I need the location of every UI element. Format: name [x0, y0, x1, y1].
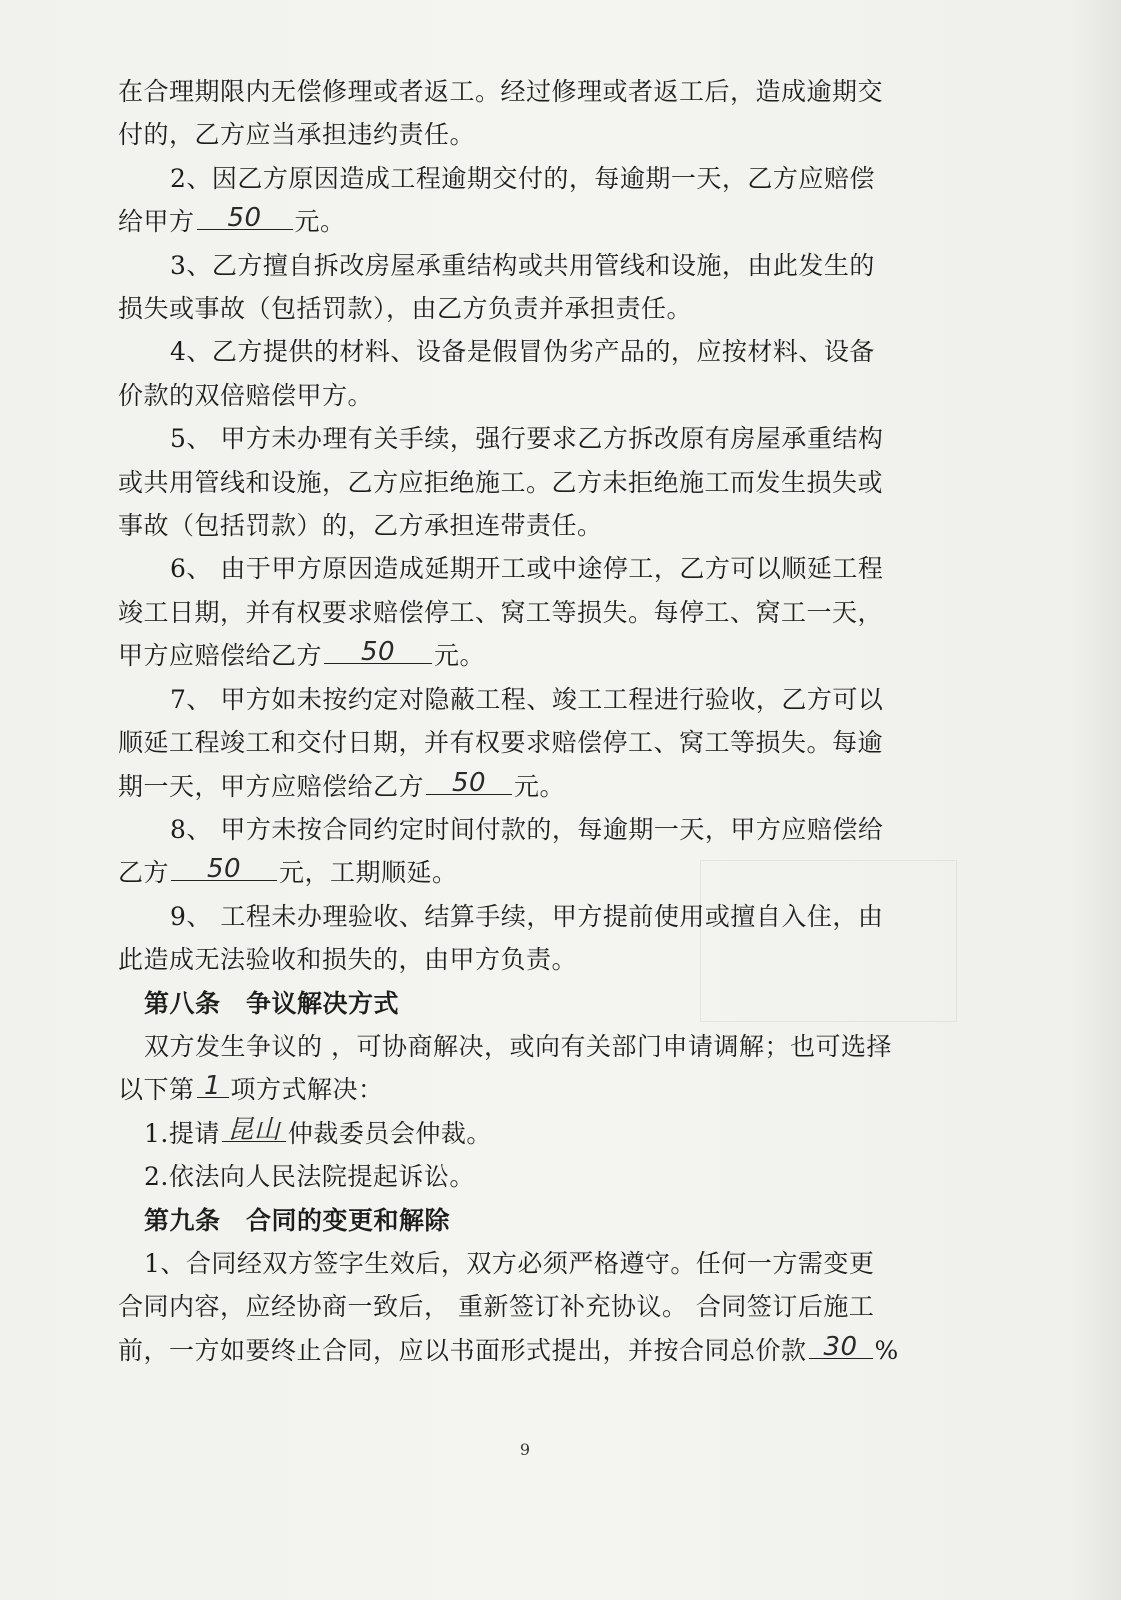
text-line: 7、 甲方如未按约定对隐蔽工程、竣工工程进行验收，乙方可以	[170, 684, 884, 714]
text-fragment: 元，工期顺延。	[279, 858, 458, 888]
text-fragment: 以下第	[118, 1075, 195, 1105]
text-fragment: 项方式解决：	[230, 1075, 384, 1105]
text-line: 竣工日期，并有权要求赔偿停工、窝工等损失。每停工、窝工一天，	[118, 597, 884, 627]
text-line: 双方发生争议的 ，可协商解决，或向有关部门申请调解；也可选择	[144, 1031, 892, 1061]
text-fragment: 给甲方	[118, 207, 195, 237]
text-line	[118, 634, 953, 677]
fill-blank	[171, 854, 277, 885]
text-line: 3、乙方擅自拆改房屋承重结构或共用管线和设施，由此发生的	[170, 250, 875, 280]
text-fragment: 甲方应赔偿给乙方	[118, 641, 323, 671]
handwritten-city: 昆山	[227, 1114, 281, 1145]
text-line: 6、 由于甲方原因造成延期开工或中途停工，乙方可以顺延工程	[170, 554, 884, 584]
text-line: 或共用管线和设施，乙方应拒绝施工。乙方未拒绝施工而发生损失或	[118, 467, 884, 497]
text-line: 事故（包括罚款）的，乙方承担连带责任。	[118, 511, 603, 541]
fill-blank	[809, 1331, 873, 1362]
text-line	[118, 765, 953, 808]
fill-blank	[197, 203, 293, 234]
text-line: 8、 甲方未按合同约定时间付款的，每逾期一天，甲方应赔偿给	[170, 814, 884, 844]
text-line: 2、因乙方原因造成工程逾期交付的，每逾期一天，乙方应赔偿	[170, 163, 875, 193]
text-fragment: 1.提请	[144, 1118, 220, 1148]
handwritten-percent: 30	[823, 1331, 858, 1362]
text-line	[118, 1329, 953, 1372]
handwritten-amount: 50	[360, 637, 396, 668]
text-line: 5、 甲方未办理有关手续，强行要求乙方拆改原有房屋承重结构	[170, 424, 884, 454]
fill-blank	[324, 637, 432, 668]
text-fragment: %	[874, 1335, 899, 1365]
text-fragment: 仲裁委员会仲裁。	[287, 1118, 492, 1148]
text-line	[118, 1068, 953, 1111]
text-line: 此造成无法验收和损失的，由甲方负责。	[118, 945, 578, 975]
text-fragment: 乙方	[118, 858, 170, 888]
handwritten-choice: 1	[203, 1071, 222, 1102]
contract-body	[118, 70, 953, 1372]
text-fragment: 前，一方如要终止合同，应以书面形式提出，并按合同总价款	[118, 1335, 807, 1365]
fill-blank	[222, 1114, 286, 1145]
text-line: 顺延工程竣工和交付日期，并有权要求赔偿停工、窝工等损失。每逾	[118, 728, 884, 758]
text-line: 1、合同经双方签字生效后，双方必须严格遵守。任何一方需变更	[144, 1248, 875, 1278]
text-fragment: 期一天，甲方应赔偿给乙方	[118, 771, 425, 801]
text-line: 价款的双倍赔偿甲方。	[118, 380, 374, 410]
page-edge-shadow	[1073, 0, 1121, 1600]
text-line	[118, 1112, 953, 1155]
handwritten-amount: 50	[227, 203, 262, 234]
text-line: 合同内容，应经协商一致后， 重新签订补充协议。 合同签订后施工	[118, 1292, 875, 1322]
fill-blank	[426, 767, 512, 798]
text-fragment: 元。	[294, 207, 346, 237]
text-fragment: 元。	[434, 641, 486, 671]
page-number: 9	[519, 1440, 531, 1459]
text-line: 在合理期限内无偿修理或者返工。经过修理或者返工后，造成逾期交	[118, 77, 884, 106]
text-fragment: 元。	[514, 771, 566, 801]
section-heading: 第八条 争议解决方式	[144, 988, 400, 1018]
handwritten-amount: 50	[451, 767, 487, 798]
fill-blank	[197, 1071, 229, 1102]
text-line	[118, 200, 953, 243]
handwritten-amount: 50	[206, 854, 242, 885]
text-line	[118, 851, 953, 894]
section-heading: 第九条 合同的变更和解除	[144, 1205, 451, 1235]
text-line: 2.依法向人民法院提起诉讼。	[144, 1162, 475, 1192]
text-line: 9、 工程未办理验收、结算手续，甲方提前使用或擅自入住，由	[170, 901, 884, 931]
text-line: 4、乙方提供的材料、设备是假冒伪劣产品的，应按材料、设备	[170, 337, 875, 367]
text-line: 付的，乙方应当承担违约责任。	[118, 120, 476, 150]
text-line: 损失或事故（包括罚款），由乙方负责并承担责任。	[118, 294, 693, 324]
